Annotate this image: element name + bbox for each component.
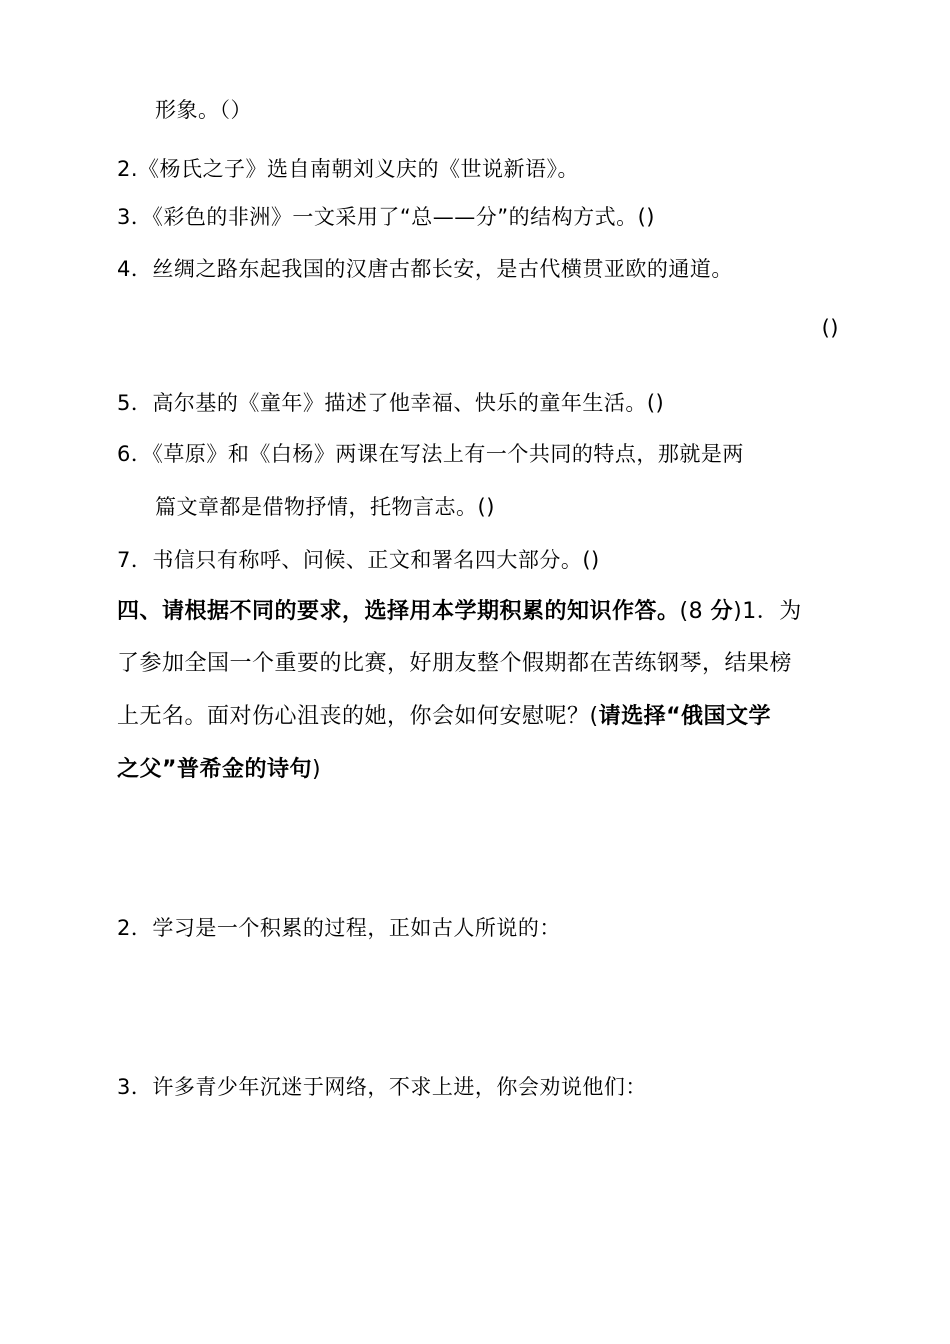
text-line: 3．《彩色的非洲》一文采用了“总——分”的结构方式。() bbox=[117, 205, 656, 229]
question-hint: 请选择“俄国文学 bbox=[598, 704, 772, 729]
score-open: (8 bbox=[679, 599, 704, 624]
question-number: )1．为 bbox=[733, 599, 802, 624]
question-text: 上无名。面对伤心沮丧的她，你会如何安慰呢？( bbox=[117, 704, 599, 729]
text-line bbox=[117, 703, 771, 731]
text-line: 6．《草原》和《白杨》两课在写法上有一个共同的特点，那就是两 bbox=[117, 442, 744, 466]
text-line: 2．学习是一个积累的过程，正如古人所说的： bbox=[117, 916, 561, 940]
score-unit: 分 bbox=[710, 599, 734, 624]
hint-close: ) bbox=[311, 757, 322, 782]
text-line: 7．书信只有称呼、问候、正文和署名四大部分。() bbox=[117, 548, 600, 572]
answer-paren: () bbox=[821, 316, 839, 340]
question-hint: 之父”普希金的诗句 bbox=[117, 757, 312, 782]
text-line: 3．许多青少年沉迷于网络，不求上进，你会劝说他们： bbox=[117, 1075, 647, 1099]
section-four-heading bbox=[117, 598, 802, 626]
text-line: 篇文章都是借物抒情，托物言志。() bbox=[155, 495, 495, 519]
text-line bbox=[117, 756, 321, 784]
text-line: 4．丝绸之路东起我国的汉唐古都长安，是古代横贯亚欧的通道。 bbox=[117, 257, 733, 281]
text-line: 了参加全国一个重要的比赛，好朋友整个假期都在苦练钢琴，结果榜 bbox=[117, 651, 793, 676]
section-title: 四、请根据不同的要求，选择用本学期积累的知识作答。 bbox=[117, 599, 680, 624]
text-line: 形象。（） bbox=[155, 98, 252, 122]
text-line: 5．高尔基的《童年》描述了他幸福、快乐的童年生活。() bbox=[117, 391, 665, 415]
text-line: 2.《杨氏之子》选自南朝刘义庆的《世说新语》。 bbox=[117, 157, 580, 181]
